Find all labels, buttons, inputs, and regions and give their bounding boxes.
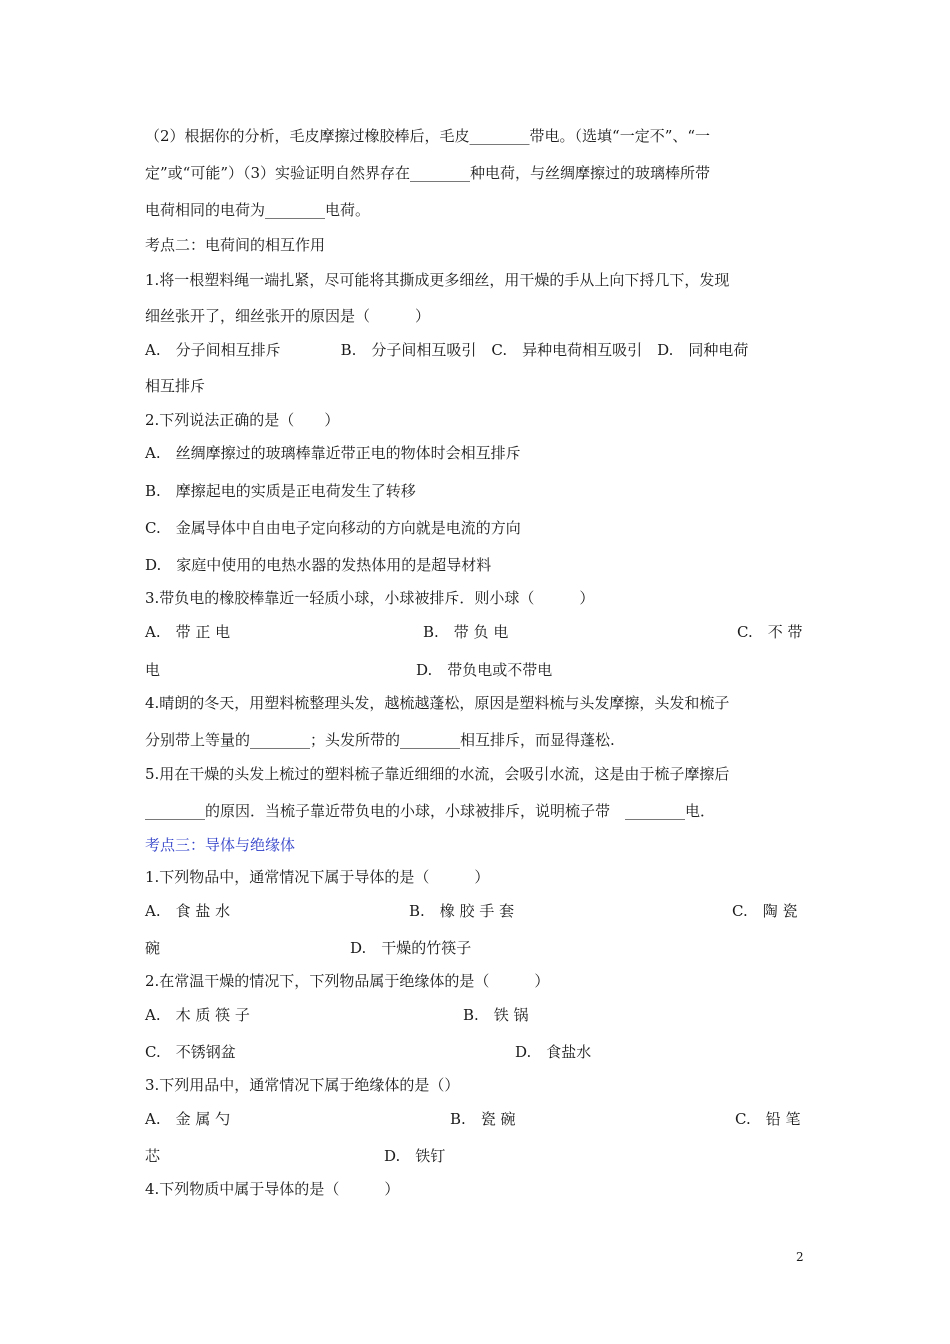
question-text: 3.带负电的橡胶棒靠近一轻质小球，小球被排斥．则小球（ ） — [145, 589, 595, 607]
option-b: B. 橡 胶 手 套 — [409, 902, 515, 920]
option-d: D. 带负电或不带电 — [416, 661, 553, 679]
question-text: 3.下列用品中，通常情况下属于绝缘体的是（） — [145, 1076, 460, 1094]
text-line: 定”或“可能”）（3）实验证明自然界存在________种电荷，与丝绸摩擦过的玻璃棒所带 — [145, 164, 711, 182]
option-c-continued: 碗 — [145, 939, 161, 957]
option-line: C. 金属导体中自由电子定向移动的方向就是电流的方向 — [145, 519, 521, 537]
option-line: A. 分子间相互排斥 B. 分子间相互吸引 C. 异种电荷相互吸引 D. 同种电荷 — [145, 341, 749, 359]
text-line: 电荷相同的电荷为________电荷。 — [145, 201, 371, 219]
option-a: A. 带 正 电 — [145, 623, 231, 641]
question-text: 4.下列物质中属于导体的是（ ） — [145, 1180, 400, 1198]
question-text: 5.用在干燥的头发上梳过的塑料梳子靠近细细的水流，会吸引水流，这是由于梳子摩擦后 — [145, 765, 730, 783]
section-heading: 考点二：电荷间的相互作用 — [145, 236, 326, 254]
question-text: 2.在常温干燥的情况下，下列物品属于绝缘体的是（ ） — [145, 972, 550, 990]
option-line: 相互排斥 — [145, 377, 206, 395]
option-c: C. 不锈钢盆 — [145, 1043, 236, 1061]
option-a: A. 金 属 勺 — [145, 1110, 231, 1128]
option-a: A. 木 质 筷 子 — [145, 1006, 250, 1024]
question-text: 分别带上等量的________；头发所带的________相互排斥，而显得蓬松. — [145, 731, 615, 749]
question-text: 1.将一根塑料绳一端扎紧，尽可能将其撕成更多细丝，用干燥的手从上向下捋几下，发现 — [145, 271, 730, 289]
option-line: A. 丝绸摩擦过的玻璃棒靠近带正电的物体时会相互排斥 — [145, 444, 521, 462]
option-line: B. 摩擦起电的实质是正电荷发生了转移 — [145, 482, 416, 500]
question-text: 细丝张开了，细丝张开的原因是（ ） — [145, 307, 431, 325]
option-d: D. 食盐水 — [515, 1043, 592, 1061]
question-text: 4.晴朗的冬天，用塑料梳整理头发，越梳越蓬松，原因是塑料梳与头发摩擦，头发和梳子 — [145, 694, 730, 712]
option-c: C. 陶 瓷 — [732, 902, 798, 920]
option-c-continued: 芯 — [145, 1147, 161, 1165]
option-c: C. 不 带 — [737, 623, 803, 641]
option-d: D. 铁钉 — [384, 1147, 446, 1165]
option-b: B. 铁 锅 — [463, 1006, 529, 1024]
page-number: 2 — [796, 1250, 804, 1264]
text-line: （2）根据你的分析，毛皮摩擦过橡胶棒后，毛皮________带电。（选填“一定不”、“一 — [145, 127, 711, 145]
option-a: A. 食 盐 水 — [145, 902, 231, 920]
option-c-continued: 电 — [145, 661, 161, 679]
option-line: D. 家庭中使用的电热水器的发热体用的是超导材料 — [145, 556, 492, 574]
option-d: D. 干燥的竹筷子 — [350, 939, 472, 957]
question-text: 1.下列物品中，通常情况下属于导体的是（ ） — [145, 868, 490, 886]
question-text: ________的原因．当梳子靠近带负电的小球，小球被排斥，说明梳子带 ________电． — [145, 802, 716, 820]
option-b: B. 瓷 碗 — [450, 1110, 516, 1128]
option-c: C. 铅 笔 — [735, 1110, 801, 1128]
question-text: 2.下列说法正确的是（ ） — [145, 411, 340, 429]
section-heading: 考点三：导体与绝缘体 — [145, 836, 296, 854]
option-b: B. 带 负 电 — [423, 623, 509, 641]
